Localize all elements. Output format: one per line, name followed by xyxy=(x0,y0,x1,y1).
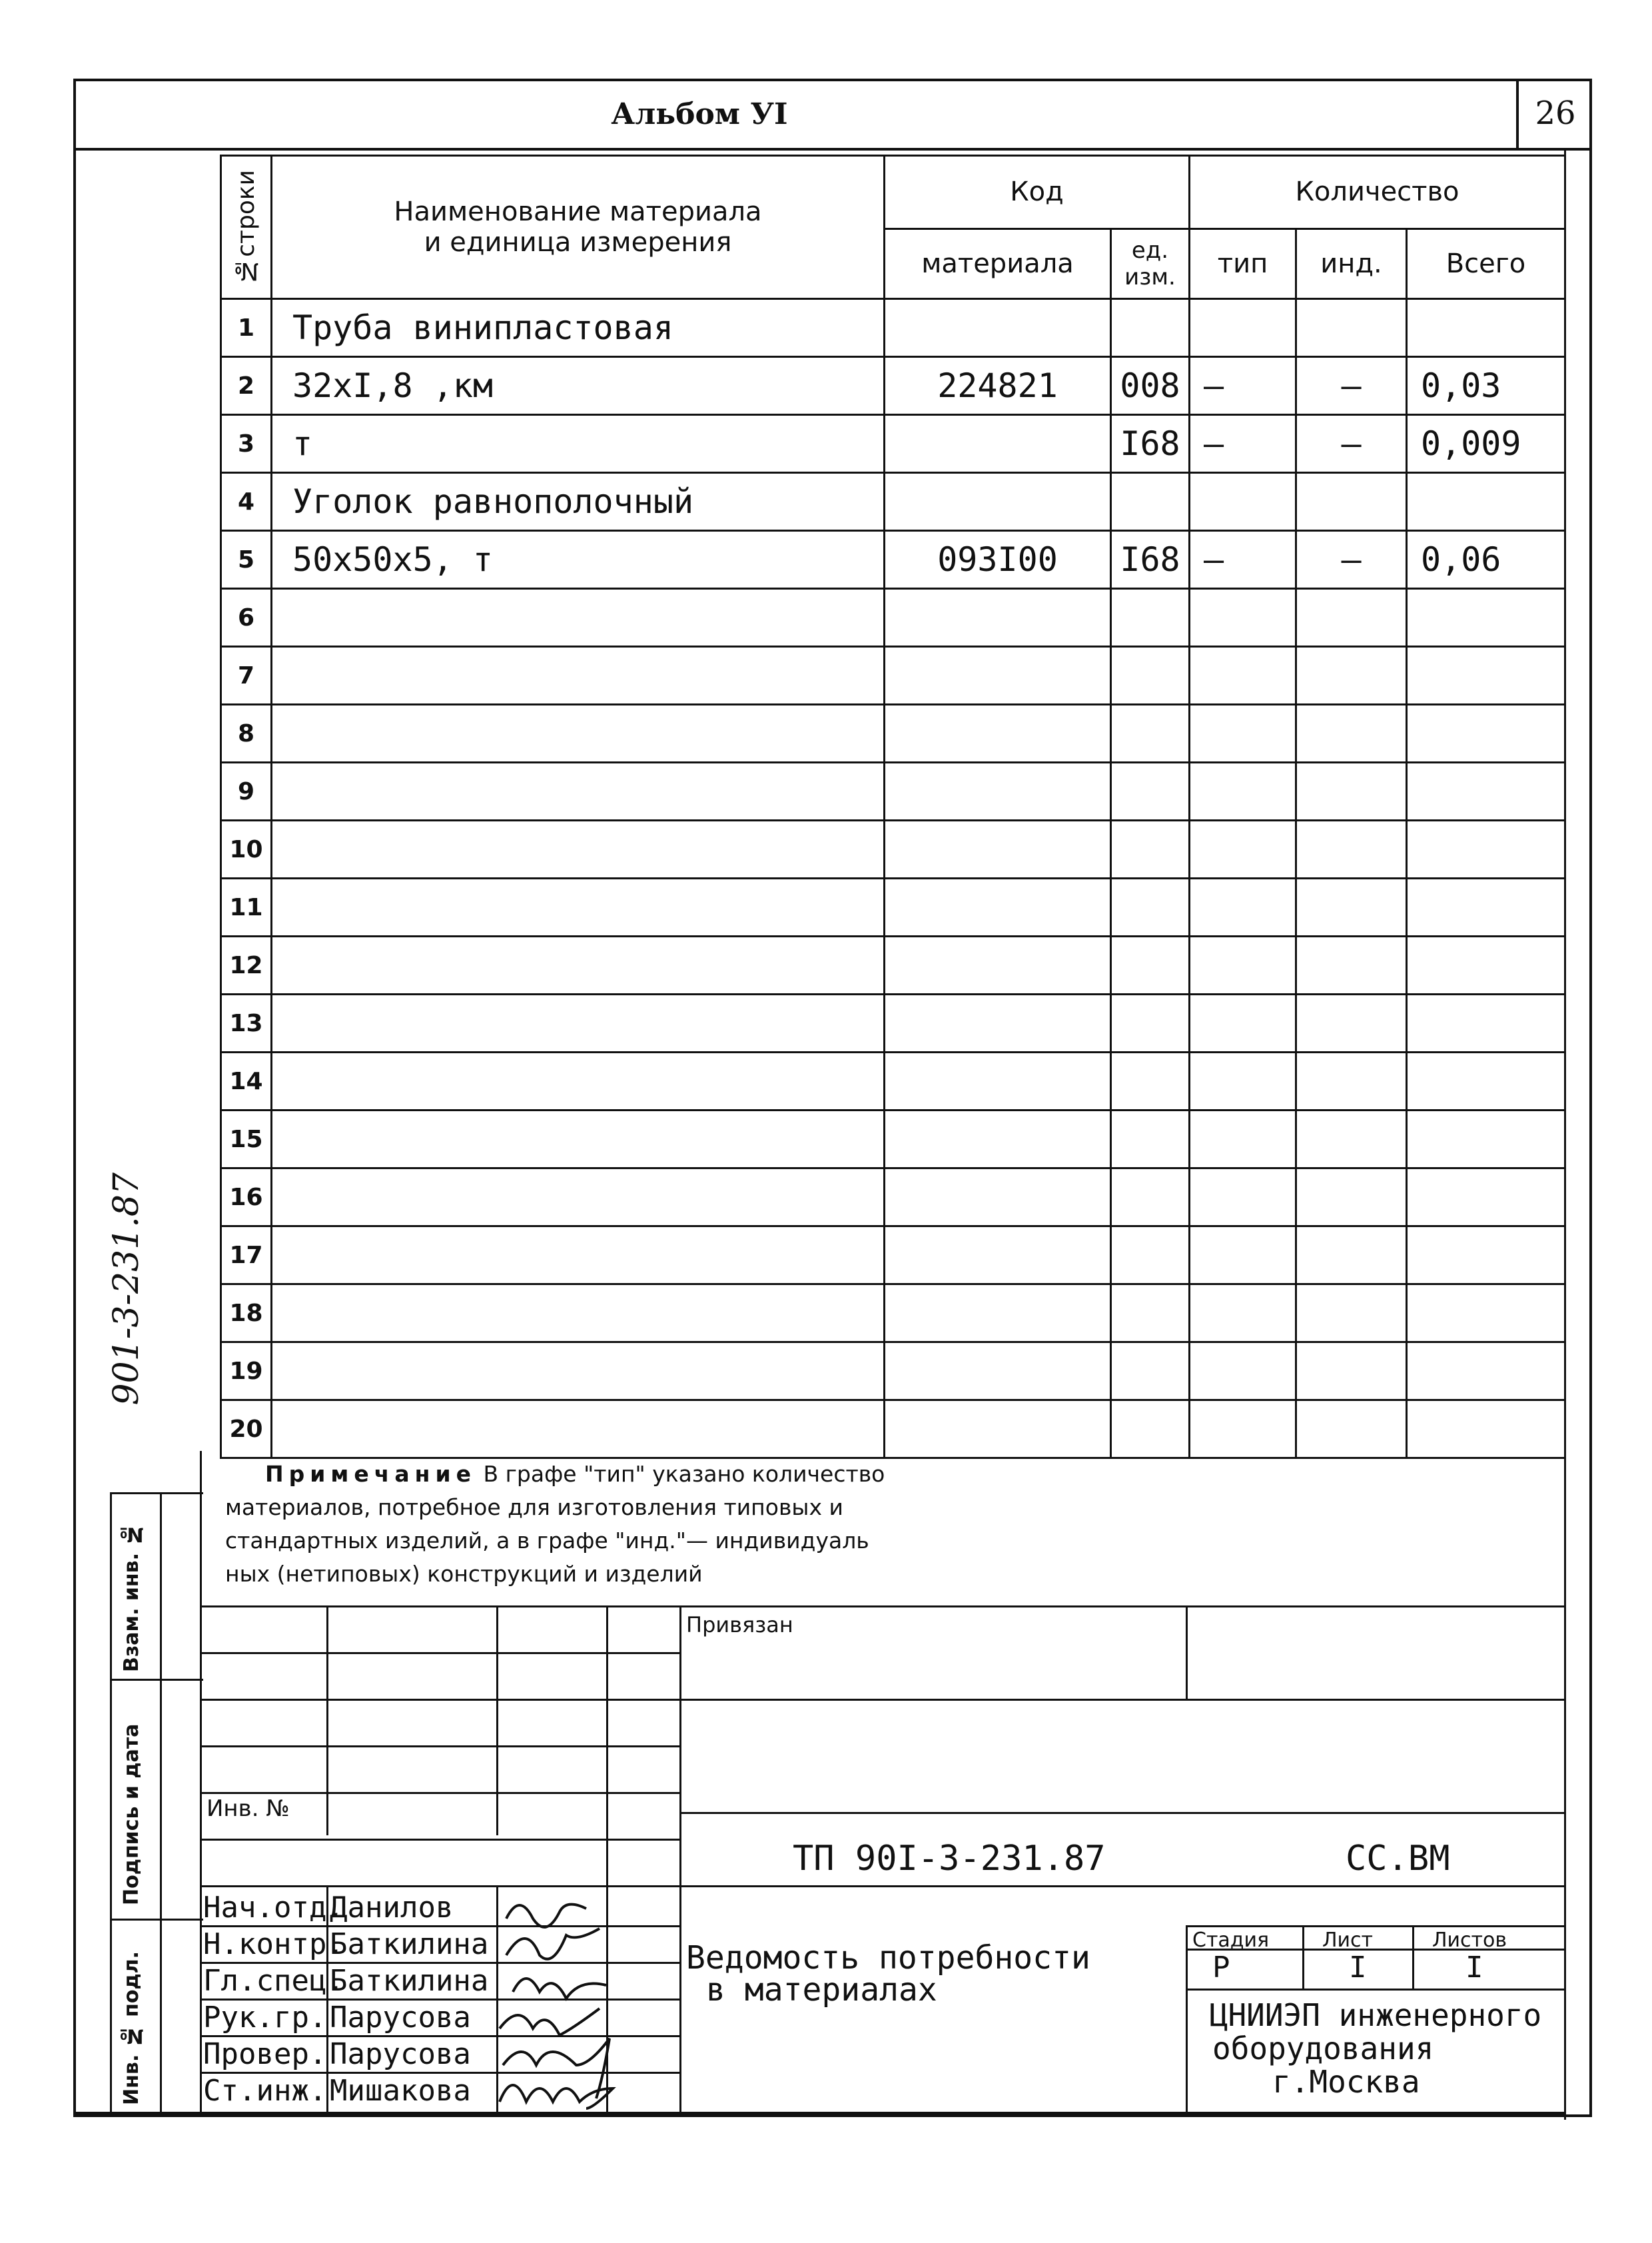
sidebar-line xyxy=(110,1679,203,1681)
table-row xyxy=(221,879,1565,937)
stamp-line xyxy=(200,1699,1564,1701)
material-code xyxy=(885,937,1111,995)
unit-code xyxy=(1111,1226,1190,1284)
qty-total xyxy=(1407,1168,1565,1226)
material-name xyxy=(272,1400,885,1458)
row-number: 6 xyxy=(221,589,272,647)
qty-typ xyxy=(1190,299,1296,357)
material-code xyxy=(885,1226,1111,1284)
qty-ind xyxy=(1296,1284,1407,1342)
signer-role: Гл.спец. xyxy=(203,1964,344,1998)
row-number: 14 xyxy=(221,1053,272,1111)
qty-ind xyxy=(1296,1168,1407,1226)
material-name xyxy=(272,589,885,647)
qty-typ xyxy=(1190,1400,1296,1458)
row-number: 11 xyxy=(221,879,272,937)
col-header-code: Код xyxy=(885,156,1190,229)
sheets-label: Листов xyxy=(1432,1929,1507,1952)
material-code xyxy=(885,473,1111,531)
note-line-2: материалов, потребное для изготовления типовых и xyxy=(225,1494,843,1520)
qty-typ xyxy=(1190,705,1296,763)
material-code xyxy=(885,763,1111,821)
stamp-line xyxy=(679,1812,1564,1814)
row-number: 17 xyxy=(221,1226,272,1284)
qty-typ xyxy=(1190,1168,1296,1226)
unit-code xyxy=(1111,937,1190,995)
material-name xyxy=(272,1284,885,1342)
row-number: 20 xyxy=(221,1400,272,1458)
note-label: Примечание xyxy=(265,1461,476,1487)
qty-total xyxy=(1407,937,1565,995)
signer-role: Нач.отд. xyxy=(203,1891,344,1925)
material-name: 32xI,8 ,км xyxy=(272,357,885,415)
qty-typ xyxy=(1190,937,1296,995)
col-header-row-no: №строки xyxy=(221,156,272,299)
header-divider xyxy=(73,148,1592,151)
stamp-vline xyxy=(200,1451,202,2112)
row-number: 15 xyxy=(221,1111,272,1168)
row-number: 2 xyxy=(221,357,272,415)
sidebar-vline xyxy=(160,1492,162,2112)
signatures xyxy=(493,1879,653,2118)
table-row xyxy=(221,995,1565,1053)
table-row xyxy=(221,1111,1565,1168)
qty-typ: – xyxy=(1190,415,1296,473)
stamp-line xyxy=(200,1885,1564,1887)
qty-total xyxy=(1407,473,1565,531)
table-row xyxy=(221,531,1565,589)
qty-typ xyxy=(1190,473,1296,531)
sheet-value: I xyxy=(1349,1951,1367,1985)
qty-ind: – xyxy=(1296,531,1407,589)
materials-table xyxy=(220,155,1566,1459)
unit-code xyxy=(1111,705,1190,763)
qty-typ xyxy=(1190,763,1296,821)
unit-code: I68 xyxy=(1111,531,1190,589)
row-number: 4 xyxy=(221,473,272,531)
stamp-vline xyxy=(1412,1925,1414,1989)
stamp-vline xyxy=(1302,1925,1304,1989)
material-code xyxy=(885,647,1111,705)
qty-total: 0,009 xyxy=(1407,415,1565,473)
table-row xyxy=(221,473,1565,531)
stamp-line xyxy=(1186,1989,1564,1991)
material-name xyxy=(272,1226,885,1284)
qty-total xyxy=(1407,1400,1565,1458)
table-row xyxy=(221,1226,1565,1284)
row-number: 3 xyxy=(221,415,272,473)
material-code xyxy=(885,1342,1111,1400)
material-name: Труба винипластовая xyxy=(272,299,885,357)
qty-ind xyxy=(1296,995,1407,1053)
table-row xyxy=(221,937,1565,995)
material-name xyxy=(272,1168,885,1226)
qty-ind xyxy=(1296,705,1407,763)
unit-code xyxy=(1111,589,1190,647)
sidebar-vline xyxy=(110,1492,112,2112)
table-row xyxy=(221,1168,1565,1226)
material-name: Уголок равнополочный xyxy=(272,473,885,531)
stage-label: Стадия xyxy=(1192,1929,1270,1952)
qty-typ xyxy=(1190,1226,1296,1284)
material-code xyxy=(885,1284,1111,1342)
unit-code xyxy=(1111,1284,1190,1342)
qty-total xyxy=(1407,705,1565,763)
stage-value: Р xyxy=(1212,1951,1230,1985)
note-block xyxy=(225,1458,1424,1591)
qty-ind xyxy=(1296,1111,1407,1168)
material-code xyxy=(885,705,1111,763)
material-code xyxy=(885,1400,1111,1458)
unit-code xyxy=(1111,473,1190,531)
document-title: Ведомость потребности в материалах xyxy=(686,1939,1090,2009)
table-row xyxy=(221,589,1565,647)
table-row xyxy=(221,1400,1565,1458)
qty-ind xyxy=(1296,937,1407,995)
qty-total xyxy=(1407,1053,1565,1111)
qty-total xyxy=(1407,589,1565,647)
qty-typ xyxy=(1190,879,1296,937)
material-name xyxy=(272,995,885,1053)
qty-typ xyxy=(1190,821,1296,879)
signer-name: Парусова xyxy=(330,2001,471,2034)
unit-code xyxy=(1111,1400,1190,1458)
document-mark: СС.ВМ xyxy=(1346,1839,1450,1879)
unit-code xyxy=(1111,1053,1190,1111)
material-code xyxy=(885,299,1111,357)
unit-code: 008 xyxy=(1111,357,1190,415)
signer-role: Рук.гр. xyxy=(203,2001,327,2034)
inv-no-label: Инв. № xyxy=(206,1795,290,1822)
qty-ind xyxy=(1296,1053,1407,1111)
unit-code: I68 xyxy=(1111,415,1190,473)
album-title: Альбом УI xyxy=(611,97,788,131)
material-code xyxy=(885,1111,1111,1168)
privyazan-label: Привязан xyxy=(686,1612,793,1637)
organization: ЦНИИЭП инженерного оборудования г.Москва xyxy=(1209,1997,1542,2100)
side-document-code: 901-3-231.87 xyxy=(107,1172,147,1406)
material-name xyxy=(272,1342,885,1400)
material-name xyxy=(272,821,885,879)
qty-ind xyxy=(1296,879,1407,937)
material-name xyxy=(272,879,885,937)
col-header-total: Всего xyxy=(1407,228,1565,298)
row-number: 9 xyxy=(221,763,272,821)
qty-typ: – xyxy=(1190,531,1296,589)
material-code xyxy=(885,879,1111,937)
stamp-vline xyxy=(326,1605,328,1835)
row-number: 18 xyxy=(221,1284,272,1342)
unit-code xyxy=(1111,821,1190,879)
sidebar-line xyxy=(110,1492,203,1494)
qty-total xyxy=(1407,1226,1565,1284)
stamp-vline xyxy=(496,1605,498,1835)
sheets-value: I xyxy=(1465,1951,1483,1985)
signer-name: Баткилина xyxy=(330,1927,489,1961)
qty-total: 0,03 xyxy=(1407,357,1565,415)
qty-ind xyxy=(1296,473,1407,531)
material-code xyxy=(885,1168,1111,1226)
note-line-4: ных (нетиповых) конструкций и изделий xyxy=(225,1561,703,1587)
qty-total xyxy=(1407,821,1565,879)
qty-total xyxy=(1407,299,1565,357)
row-number: 8 xyxy=(221,705,272,763)
qty-total: 0,06 xyxy=(1407,531,1565,589)
qty-ind xyxy=(1296,1342,1407,1400)
qty-typ xyxy=(1190,1111,1296,1168)
table-row xyxy=(221,357,1565,415)
stamp-vline xyxy=(679,1605,681,2112)
qty-typ xyxy=(1190,647,1296,705)
document-code: ТП 90I-3-231.87 xyxy=(793,1839,1106,1879)
col-header-quantity: Количество xyxy=(1190,156,1565,229)
note-line-3: стандартных изделий, а в графе "инд."— индивидуаль xyxy=(225,1528,869,1554)
material-name xyxy=(272,647,885,705)
qty-ind xyxy=(1296,763,1407,821)
unit-code xyxy=(1111,647,1190,705)
unit-code xyxy=(1111,879,1190,937)
qty-total xyxy=(1407,879,1565,937)
stamp-vline xyxy=(1186,1605,1188,1699)
qty-total xyxy=(1407,1284,1565,1342)
unit-code xyxy=(1111,995,1190,1053)
col-header-material: материала xyxy=(885,228,1111,298)
col-header-typ: тип xyxy=(1190,228,1296,298)
unit-code xyxy=(1111,299,1190,357)
row-number: 16 xyxy=(221,1168,272,1226)
material-code xyxy=(885,589,1111,647)
unit-code xyxy=(1111,1168,1190,1226)
qty-total xyxy=(1407,1342,1565,1400)
row-number: 13 xyxy=(221,995,272,1053)
qty-ind xyxy=(1296,821,1407,879)
stamp-line xyxy=(1186,1925,1564,1927)
col-header-unit: ед. изм. xyxy=(1111,228,1190,298)
sidebar-vzam-inv: Взам. инв. № xyxy=(120,1522,143,1672)
row-number: 10 xyxy=(221,821,272,879)
sidebar-podpis-data: Подпись и дата xyxy=(120,1723,143,1905)
qty-typ xyxy=(1190,1284,1296,1342)
row-number: 12 xyxy=(221,937,272,995)
material-code xyxy=(885,415,1111,473)
sidebar-line xyxy=(110,1919,203,1921)
qty-typ xyxy=(1190,589,1296,647)
unit-code xyxy=(1111,1111,1190,1168)
table-row xyxy=(221,415,1565,473)
material-code: 224821 xyxy=(885,357,1111,415)
row-number: 5 xyxy=(221,531,272,589)
unit-code xyxy=(1111,1342,1190,1400)
qty-ind: – xyxy=(1296,415,1407,473)
signer-name: Баткилина xyxy=(330,1964,489,1998)
material-code xyxy=(885,1053,1111,1111)
stamp-vline xyxy=(1186,1925,1188,2112)
material-name xyxy=(272,763,885,821)
qty-total xyxy=(1407,1111,1565,1168)
col-header-ind: инд. xyxy=(1296,228,1407,298)
qty-typ xyxy=(1190,1053,1296,1111)
row-number: 19 xyxy=(221,1342,272,1400)
signer-name: Данилов xyxy=(330,1891,454,1925)
signer-role: Ст.инж. xyxy=(203,2074,327,2108)
qty-typ: – xyxy=(1190,357,1296,415)
stamp-bottom-line xyxy=(73,2112,1564,2114)
row-number: 1 xyxy=(221,299,272,357)
material-name: 50x50x5, т xyxy=(272,531,885,589)
material-code xyxy=(885,995,1111,1053)
col-header-name: Наименование материала и единица измерения xyxy=(272,156,885,299)
material-name xyxy=(272,1111,885,1168)
table-row xyxy=(221,299,1565,357)
table-row xyxy=(221,821,1565,879)
table-row xyxy=(221,763,1565,821)
qty-ind: – xyxy=(1296,357,1407,415)
qty-ind xyxy=(1296,647,1407,705)
table-row xyxy=(221,1342,1565,1400)
signer-name: Парусова xyxy=(330,2037,471,2071)
page-number: 26 xyxy=(1516,79,1592,148)
qty-typ xyxy=(1190,1342,1296,1400)
material-name: т xyxy=(272,415,885,473)
row-number: 7 xyxy=(221,647,272,705)
table-row xyxy=(221,647,1565,705)
qty-ind xyxy=(1296,299,1407,357)
material-name xyxy=(272,705,885,763)
qty-ind xyxy=(1296,589,1407,647)
qty-total xyxy=(1407,763,1565,821)
unit-code xyxy=(1111,763,1190,821)
sidebar-inv-podl: Инв. № подл. xyxy=(120,1951,143,2105)
table-row xyxy=(221,705,1565,763)
material-name xyxy=(272,937,885,995)
stamp-top-line xyxy=(200,1605,1564,1607)
sheet-label: Лист xyxy=(1322,1929,1374,1952)
material-code: 093I00 xyxy=(885,531,1111,589)
qty-ind xyxy=(1296,1400,1407,1458)
note-line-1: В графе "тип" указано количество xyxy=(483,1461,885,1487)
table-row xyxy=(221,1053,1565,1111)
table-row xyxy=(221,1284,1565,1342)
qty-ind xyxy=(1296,1226,1407,1284)
signer-name: Мишакова xyxy=(330,2074,471,2108)
signer-role: Провер. xyxy=(203,2037,327,2071)
signer-role: Н.контр. xyxy=(203,1927,344,1961)
material-name xyxy=(272,1053,885,1111)
qty-total xyxy=(1407,647,1565,705)
material-code xyxy=(885,821,1111,879)
qty-total xyxy=(1407,995,1565,1053)
qty-typ xyxy=(1190,995,1296,1053)
